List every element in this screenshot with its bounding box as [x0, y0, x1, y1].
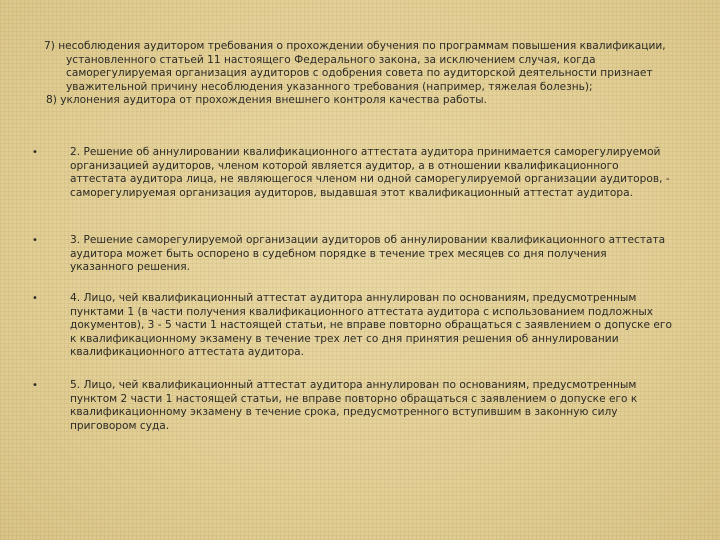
bullet-marker: • [32, 380, 38, 391]
bullet-text: 5. Лицо, чей квалификационный аттестат аудитора аннулирован по основаниям, предусмотренным пунктом 2 части 1 настоящей статьи, не вправе повторно обращаться с заявлением о допуске его к квалификационному экзамену в течение срока, предусмотренного вступившим в законную силу приговором суда. [70, 379, 638, 432]
intro-item-7: 7) несоблюдения аудитором требования о прохождении обучения по программам повышения квалификации, установленного статьей 11 настоящего Федерального закона, за исключением случая, когда саморегулируемая организация аудиторов с одобрения совета по аудиторской деятельности признает уважительной причину несоблюдения указанного требования (например, тяжелая болезнь); [44, 40, 666, 93]
bullet-marker: • [32, 293, 38, 304]
bullet-text: 4. Лицо, чей квалификационный аттестат аудитора аннулирован по основаниям, предусмотренным пунктами 1 (в части получения квалификационного аттестата аудитора с использованием подложных документов), 3 - 5 части 1 настоящей статьи, не вправе повторно обращаться с заявлением о допуске его к квалификационному экзамену в течение трех лет со дня принятия решения об аннулировании квалификационного аттестата аудитора. [70, 292, 672, 358]
bullet-marker: • [32, 147, 38, 158]
bullet-item-3 [32, 234, 682, 275]
bullet-item-5 [32, 379, 682, 433]
bullet-marker: • [32, 235, 38, 246]
bullet-item-4 [32, 292, 682, 360]
bullet-item-2 [32, 146, 682, 200]
bullet-text: 3. Решение саморегулируемой организации аудиторов об аннулировании квалификационного аттестата аудитора может быть оспорено в судебном порядке в течение трех месяцев со дня получения указанного решения. [70, 234, 666, 273]
bullet-text: 2. Решение об аннулировании квалификационного аттестата аудитора принимается саморегулируемой организацией аудиторов, членом которой является аудитор, а в отношении квалификационного аттестата аудитора лица, не являющегося членом ни одной саморегулируемой организации аудиторов, - саморегулируемая организация аудиторов, выдавшая этот квалификационный аттестат аудитора. [70, 146, 670, 199]
intro-item-8: 8) уклонения аудитора от прохождения внешнего контроля качества работы. [46, 94, 488, 106]
intro-list [44, 40, 684, 108]
